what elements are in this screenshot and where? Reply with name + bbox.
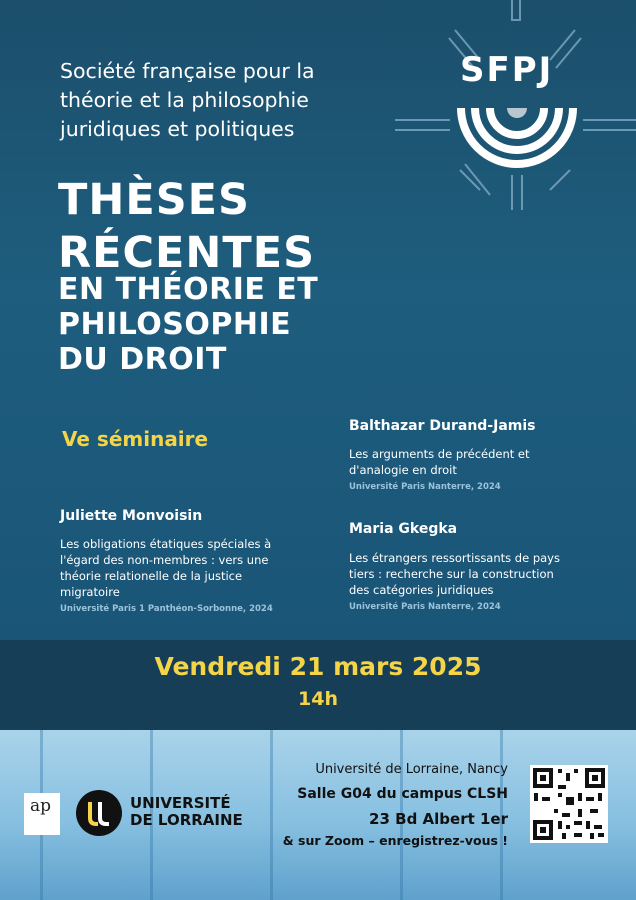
thesis-title-line: Les arguments de précédent et — [349, 447, 530, 461]
sub-title — [58, 272, 318, 377]
thesis-title — [349, 550, 560, 598]
logo-ray — [512, 0, 520, 20]
background-streak — [270, 730, 273, 900]
thesis-university: Université Paris Nanterre, 2024 — [349, 482, 501, 492]
event-date: Vendredi 21 mars 2025 — [154, 652, 482, 681]
venue-city: Université de Lorraine, Nancy — [315, 762, 508, 777]
thesis-title — [60, 536, 271, 600]
ul-line: UNIVERSITÉ — [130, 794, 231, 812]
event-time: 14h — [298, 688, 338, 710]
org-line: juridiques et politiques — [60, 117, 295, 141]
title-line: RÉCENTES — [58, 228, 316, 278]
thesis-title-line: l'égard des non-membres : vers une — [60, 553, 269, 567]
logo-text: SFPJ — [460, 50, 554, 90]
ul-mark-icon — [76, 790, 122, 836]
venue-address: 23 Bd Albert 1er — [369, 810, 508, 828]
org-line: Société française pour la — [60, 59, 315, 83]
title-line: PHILOSOPHIE — [58, 307, 292, 342]
thesis-author: Juliette Monvoisin — [60, 508, 203, 524]
thesis-author: Maria Gkegka — [349, 521, 458, 537]
thesis-title-line: théorie relationelle de la justice — [60, 569, 243, 583]
title-line: THÈSES — [58, 175, 251, 225]
thesis-title-line: des catégories juridiques — [349, 583, 494, 597]
main-title — [58, 174, 315, 280]
thesis-title — [349, 446, 530, 478]
logo-bulb-dot — [507, 108, 527, 118]
venue-room: Salle G04 du campus CLSH — [297, 786, 508, 802]
thesis-title-line: Les obligations étatiques spéciales à — [60, 537, 272, 551]
thesis-university: Université Paris Nanterre, 2024 — [349, 602, 501, 612]
universite-lorraine-logo-icon — [76, 790, 122, 836]
registration-qr-code[interactable] — [530, 765, 608, 843]
thesis-title-line: tiers : recherche sur la construction — [349, 567, 554, 581]
thesis-title-line: d'analogie en droit — [349, 463, 457, 477]
org-line: théorie et la philosophie — [60, 88, 309, 112]
qr-code-icon — [530, 765, 608, 843]
thesis-title-line: migratoire — [60, 585, 120, 599]
ul-line: DE LORRAINE — [130, 811, 243, 829]
zoom-registration: & sur Zoom – enregistrez-vous ! — [282, 833, 508, 848]
title-line: EN THÉORIE ET — [58, 272, 319, 307]
thesis-university: Université Paris 1 Panthéon-Sorbonne, 2024 — [60, 604, 273, 614]
ap-logo — [24, 793, 60, 835]
thesis-author: Balthazar Durand-Jamis — [349, 418, 536, 434]
title-line: DU DROIT — [58, 342, 227, 377]
sfpj-logo — [365, 0, 636, 210]
seminar-label: Ve séminaire — [62, 427, 209, 451]
ap-logo-text: ap — [30, 796, 52, 816]
universite-lorraine-name — [130, 795, 243, 829]
organization-name — [60, 57, 380, 144]
thesis-title-line: Les étrangers ressortissants de pays — [349, 551, 560, 565]
